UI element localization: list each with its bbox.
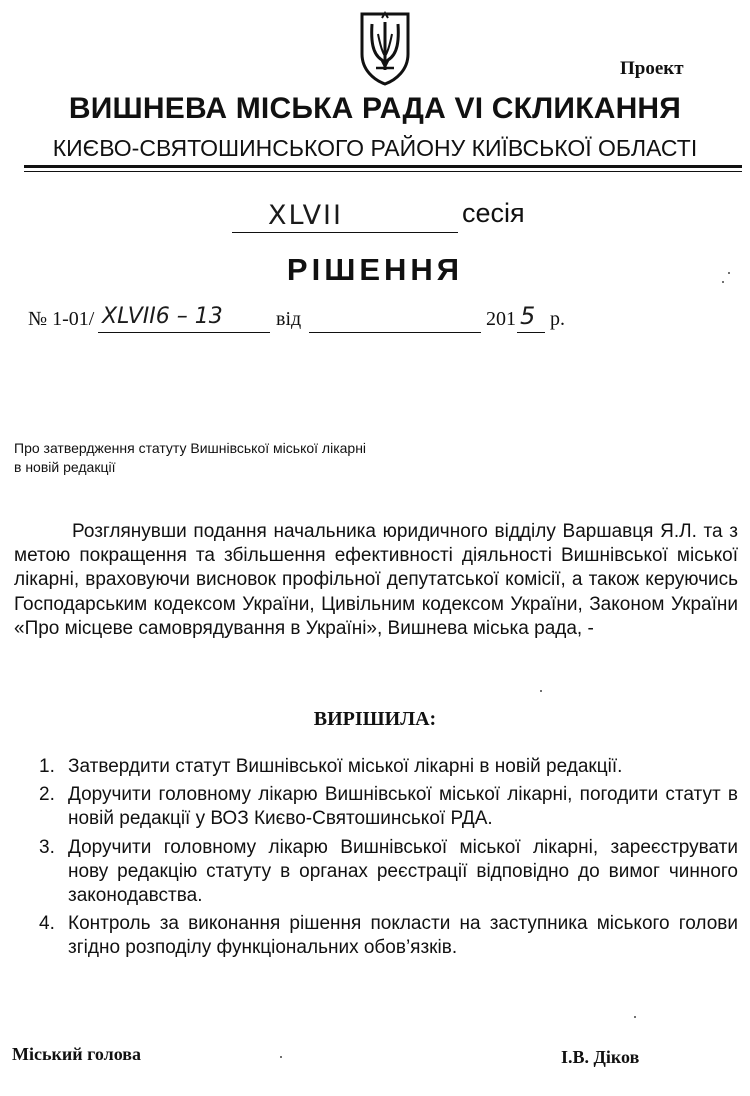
item-number: 1.: [39, 756, 55, 777]
item-text: Затвердити статут Вишнівської міської лікарні в новій редакції.: [68, 756, 623, 777]
list-item: [14, 836, 738, 909]
scan-speck: [728, 272, 730, 274]
scan-speck: [280, 1056, 282, 1058]
decision-number: XLVII6 – 13: [102, 304, 223, 329]
resolved-heading: ВИРІШИЛА:: [313, 708, 437, 730]
decision-number-underline: [98, 332, 270, 333]
item-number: 3.: [39, 836, 55, 858]
year-underline: [517, 332, 545, 333]
item-text: Контроль за виконання рішення покласти на заступника міського голови згідно розподілу функціональних обов’язків.: [68, 913, 738, 959]
date-label: від: [276, 308, 302, 330]
decision-number-prefix: № 1-01/: [28, 308, 95, 330]
decision-title: РІШЕННЯ: [286, 252, 464, 287]
scan-speck: [722, 281, 724, 283]
project-label: Проект: [620, 58, 684, 79]
list-item: [14, 912, 738, 960]
item-number: 2.: [39, 784, 55, 806]
session-number: XLVII: [268, 200, 343, 231]
signature-name: І.В. Діков: [561, 1047, 640, 1067]
list-item: [14, 783, 738, 831]
header-rule-thin: [24, 171, 742, 172]
subject-line-2: в новій редакції: [14, 459, 116, 475]
year-digit: 5: [520, 302, 536, 330]
decision-items: [14, 755, 738, 965]
district-name: КИЄВО-СВЯТОШИНСЬКОГО РАЙОНУ КИЇВСЬКОЇ ОБЛАСТІ: [52, 135, 698, 161]
scan-speck: [540, 690, 542, 692]
session-label: сесія: [462, 198, 525, 228]
item-text: Доручити головному лікарю Вишнівської міської лікарні, зареєструвати нову редакцію статуту в органах реєстрації відповідно до вимог чинного законодавства.: [68, 836, 738, 907]
header-rule-thick: [24, 165, 742, 168]
year-suffix: р.: [550, 308, 565, 330]
list-item: [14, 755, 738, 779]
subject-line-1: Про затвердження статуту Вишнівської міської лікарні: [14, 440, 367, 456]
item-text: Доручити головному лікарю Вишнівської міської лікарні, погодити статут в новій редакції у ВОЗ Києво-Святошинської РДА.: [68, 784, 738, 830]
date-underline: [309, 332, 481, 333]
trident-coat-of-arms-icon: [358, 10, 412, 86]
signature-title: Міський голова: [12, 1044, 141, 1064]
session-underline: [232, 232, 458, 233]
preamble-paragraph: Розглянувши подання начальника юридичного відділу Варшавця Я.Л. та з метою покращення та збільшення ефективності діяльності Вишнівської міської лікарні, враховуючи висновок профільної депутатської комісії, а також керуючись Господарським кодексом України, Цивільним кодексом України, Законом України «Про місцеве самоврядування в Україні», Вишнева міська рада, -: [14, 521, 738, 639]
council-name: ВИШНЕВА МІСЬКА РАДА VI СКЛИКАННЯ: [68, 92, 682, 125]
item-number: 4.: [39, 913, 55, 935]
scan-speck: [634, 1016, 636, 1018]
year-prefix: 201: [486, 308, 516, 330]
